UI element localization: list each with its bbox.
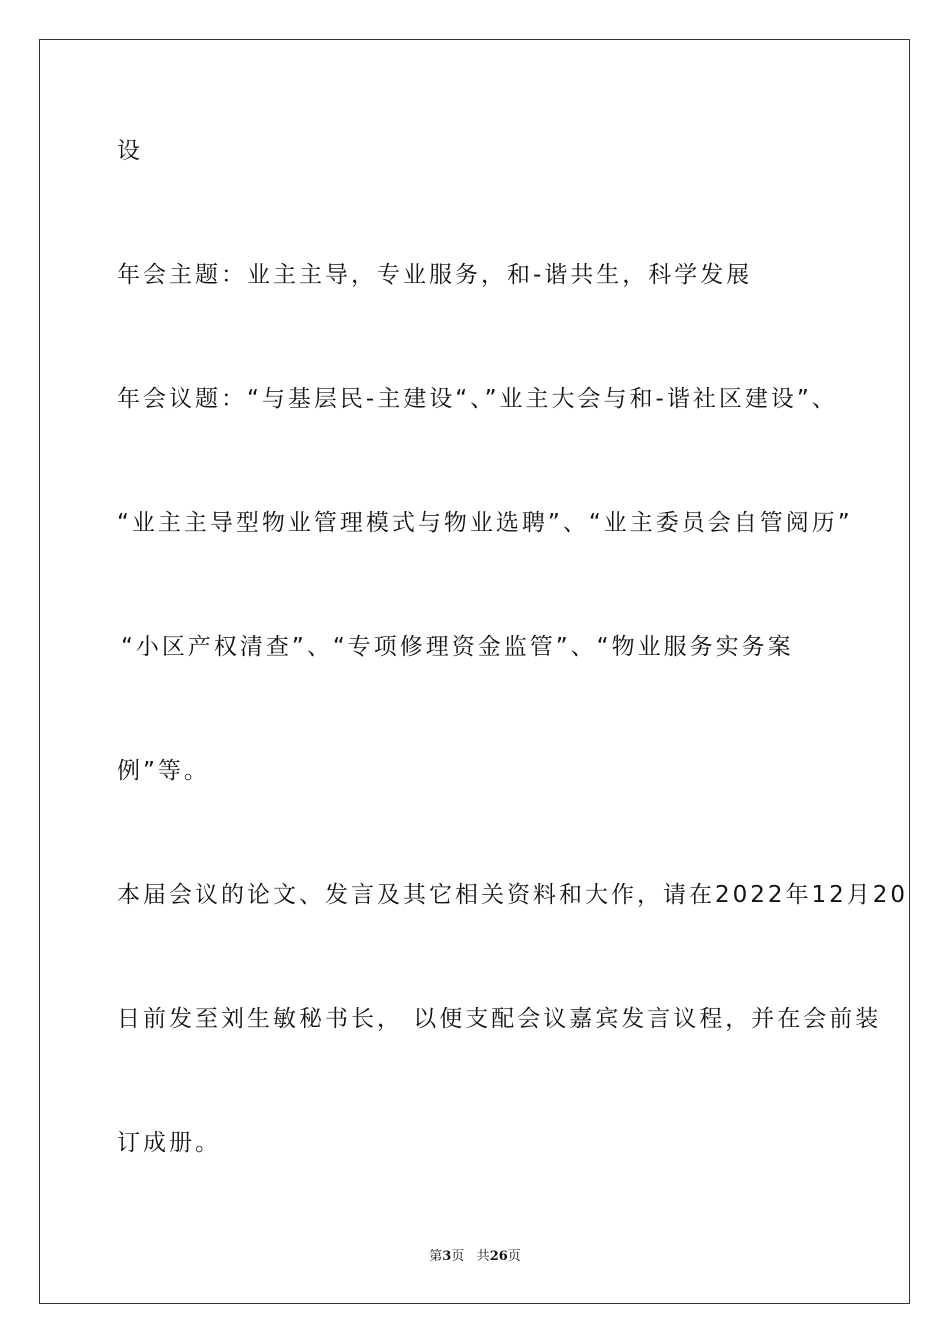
body-text-line: 设 <box>117 138 143 164</box>
page-footer <box>0 1248 950 1266</box>
total-prefix: 共 <box>476 1249 490 1264</box>
total-suffix: 页 <box>507 1249 521 1264</box>
body-text-line: “小区产权清查”、“专项修理资金监管”、“物业服务实务案 <box>121 634 794 660</box>
body-text-line: 年会议题：“与基层民-主建设“、”业主大会与和-谐社区建设”、 <box>117 386 838 412</box>
page-number: 3 <box>442 1249 452 1264</box>
total-pages: 26 <box>489 1249 508 1264</box>
page-border <box>39 39 910 1304</box>
body-text-line: “业主主导型物业管理模式与物业选聘”、“业主委员会自管阅历” <box>117 510 853 536</box>
body-text-line: 日前发至刘生敏秘书长， 以便支配会议嘉宾发言议程，并在会前装 <box>117 1006 882 1032</box>
body-text-line: 年会主题：业主主导，专业服务，和-谐共生，科学发展 <box>117 262 753 288</box>
page-suffix: 页 <box>451 1249 465 1264</box>
body-text-line: 本届会议的论文、发言及其它相关资料和大作，请在2022年12月20 <box>117 882 909 908</box>
body-text-line: 例”等。 <box>117 758 210 784</box>
page-prefix: 第 <box>429 1249 443 1264</box>
body-text-line: 订成册。 <box>117 1130 221 1156</box>
